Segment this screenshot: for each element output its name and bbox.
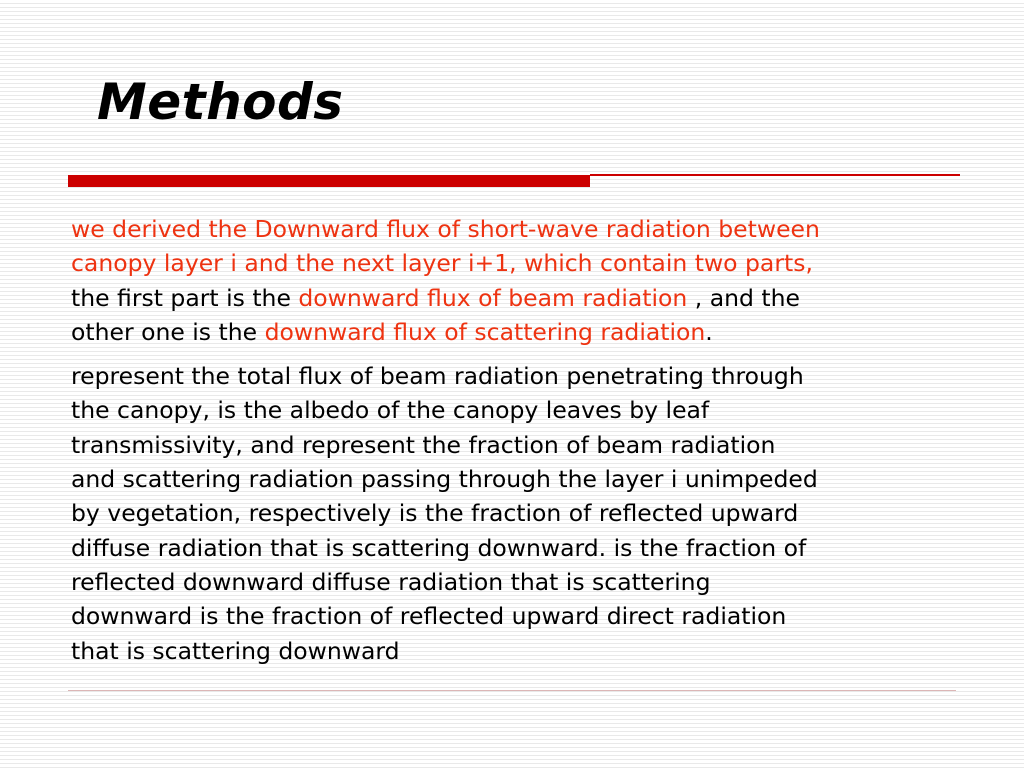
footer-divider xyxy=(68,690,956,691)
title-underline-thick xyxy=(68,175,590,187)
paragraph2-line: diffuse radiation that is scattering downward. is the fraction of xyxy=(71,533,807,562)
paragraph-definitions xyxy=(71,359,991,668)
paragraph1-line4-end: . xyxy=(705,317,713,346)
paragraph2-line: and scattering radiation passing through the layer i unimpeded xyxy=(71,465,818,494)
paragraph2-line: represent the total flux of beam radiation penetrating through xyxy=(71,362,804,391)
paragraph1-line4-start: other one is the xyxy=(71,317,265,346)
slide-title: Methods xyxy=(97,73,344,131)
paragraph2-line: by vegetation, respectively is the fraction of reflected upward xyxy=(71,499,799,528)
scattering-radiation-term: downward flux of scattering radiation xyxy=(264,317,706,346)
title-underline-thin xyxy=(590,174,960,176)
paragraph1-line2: canopy layer i and the next layer i+1, which contain two parts, xyxy=(71,249,813,278)
paragraph-downward-flux xyxy=(71,212,991,349)
paragraph1-line3-start: the first part is the xyxy=(71,283,299,312)
paragraph2-line: that is scattering downward xyxy=(71,636,400,665)
paragraph2-line: reflected downward diffuse radiation that is scattering xyxy=(71,567,711,596)
paragraph1-line3-end: , and the xyxy=(687,283,800,312)
paragraph2-line: the canopy, is the albedo of the canopy leaves by leaf xyxy=(71,396,710,425)
beam-radiation-term: downward flux of beam radiation xyxy=(298,283,688,312)
paragraph2-line: transmissivity, and represent the fraction of beam radiation xyxy=(71,430,776,459)
slide-body xyxy=(71,212,991,668)
paragraph1-line1: we derived the Downward flux of short-wave radiation between xyxy=(71,215,820,243)
paragraph2-line: downward is the fraction of reflected upward direct radiation xyxy=(71,602,787,631)
